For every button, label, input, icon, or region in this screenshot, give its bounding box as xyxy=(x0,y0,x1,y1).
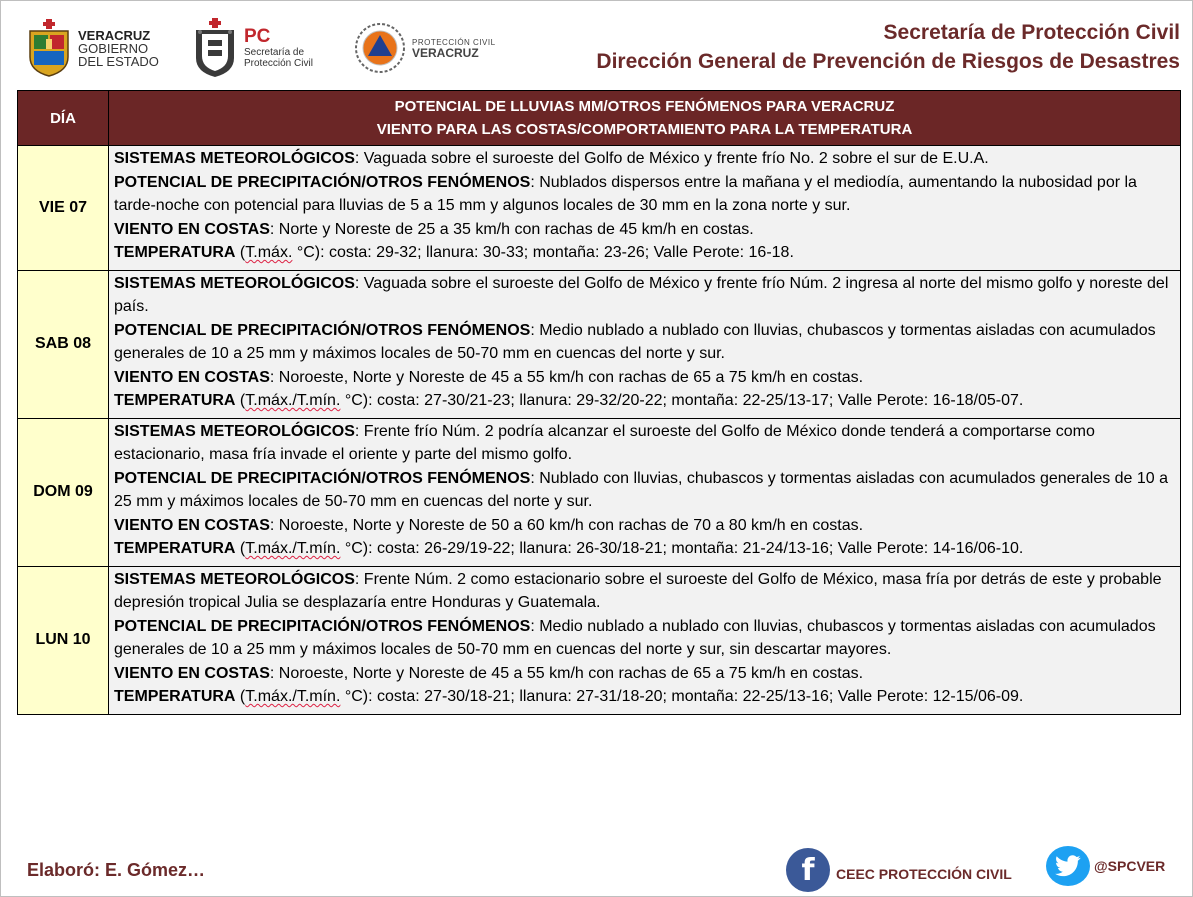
temp-unit: T.máx./T.mín. xyxy=(245,540,341,557)
temp-open: ( xyxy=(235,244,246,261)
veracruz-shield-icon xyxy=(26,19,72,77)
twitter-link[interactable] xyxy=(1046,846,1165,886)
logo-pc-line2: Protección Civil xyxy=(244,58,313,69)
table-row xyxy=(18,566,1181,714)
precip-text: : Medio nublado a nublado con lluvias, chubascos y tormentas aisladas con acumulados generales de 10 a 25 mm y máximos locales de 50-70 mm en cuencas del norte y sur, sin descartar mayores. xyxy=(114,617,1156,658)
wind-text: : Noroeste, Norte y Noreste de 50 a 60 km/h con rachas de 70 a 80 km/h en costas. xyxy=(269,516,864,534)
systems-text: : Vaguada sobre el suroeste del Golfo de México y frente frío No. 2 sobre el sur de E.U.A. xyxy=(354,150,989,167)
col-header-day: DÍA xyxy=(18,91,109,146)
temp-label: TEMPERATURA xyxy=(114,244,236,261)
pc-shield-icon xyxy=(192,18,238,78)
logo-pc xyxy=(192,16,313,80)
facebook-link[interactable] xyxy=(786,848,1012,892)
forecast-cell xyxy=(109,270,1181,418)
day-cell: SAB 08 xyxy=(18,270,109,418)
temp-label: TEMPERATURA xyxy=(114,688,236,705)
systems-text: : Frente Núm. 2 como estacionario sobre el suroeste del Golfo de México, masa fría por detrás de este y probable depresión tropical Julia se desplazaría entre Honduras y Guatemala. xyxy=(114,570,1162,611)
civil-protection-emblem-icon xyxy=(354,22,406,74)
temp-open: ( xyxy=(235,540,246,557)
temp-label: TEMPERATURA xyxy=(114,540,236,557)
temp-open: ( xyxy=(235,688,246,705)
systems-label: SISTEMAS METEOROLÓGICOS xyxy=(114,274,355,292)
table-row xyxy=(18,418,1181,566)
facebook-icon[interactable]: f xyxy=(786,848,830,892)
wind-label: VIENTO EN COSTAS xyxy=(114,664,270,682)
temp-text: °C): costa: 27-30/18-21; llanura: 27-31/18-20; montaña: 22-25/13-16; Valle Perote: 12-15/06-09. xyxy=(340,688,1024,705)
systems-label: SISTEMAS METEOROLÓGICOS xyxy=(114,422,355,440)
logo-veracruz-line1: VERACRUZ xyxy=(78,27,151,43)
facebook-label[interactable]: CEEC PROTECCIÓN CIVIL xyxy=(836,866,1012,882)
forecast-cell xyxy=(109,418,1181,566)
table-row xyxy=(18,270,1181,418)
temp-text: °C): costa: 27-30/21-23; llanura: 29-32/20-22; montaña: 22-25/13-17; Valle Perote: 16-18/05-07. xyxy=(340,392,1024,409)
logo-pc-line1: Secretaría de xyxy=(244,47,305,58)
day-cell: VIE 07 xyxy=(18,146,109,271)
logo-veracruz-line2: GOBIERNO xyxy=(78,40,149,56)
table-header-row xyxy=(18,91,1181,146)
header-titles xyxy=(596,20,1180,76)
wind-text: : Noroeste, Norte y Noreste de 45 a 55 km/h con rachas de 65 a 75 km/h en costas. xyxy=(269,664,864,682)
temp-open: ( xyxy=(235,392,246,409)
precip-label: POTENCIAL DE PRECIPITACIÓN/OTROS FENÓMENOS xyxy=(114,173,531,191)
temp-text: °C): costa: 29-32; llanura: 30-33; montaña: 23-26; Valle Perote: 16-18. xyxy=(292,244,794,261)
logo-pc-abbr: PC xyxy=(244,26,271,47)
systems-text: : Frente frío Núm. 2 podría alcanzar el suroeste del Golfo de México donde tenderá a comportarse como estacionario, masa fría invade el oriente y parte del mismo golfo. xyxy=(114,422,1095,463)
systems-label: SISTEMAS METEOROLÓGICOS xyxy=(114,150,355,167)
wind-label: VIENTO EN COSTAS xyxy=(114,516,270,534)
day-cell: DOM 09 xyxy=(18,418,109,566)
precip-text: : Medio nublado a nublado con lluvias, chubascos y tormentas aisladas con acumulados generales de 10 a 25 mm y máximos locales de 50-70 mm en cuencas del norte y sur. xyxy=(114,321,1156,362)
temp-unit: T.máx./T.mín. xyxy=(245,688,341,705)
page-subtitle: Dirección General de Prevención de Riesgos de Desastres xyxy=(596,50,1180,73)
col-header-line1: POTENCIAL DE LLUVIAS MM/OTROS FENÓMENOS PARA VERACRUZ xyxy=(394,98,895,115)
precip-label: POTENCIAL DE PRECIPITACIÓN/OTROS FENÓMENOS xyxy=(114,469,531,487)
precip-label: POTENCIAL DE PRECIPITACIÓN/OTROS FENÓMENOS xyxy=(114,617,531,635)
logo-veracruz xyxy=(26,16,159,80)
temp-text: °C): costa: 26-29/19-22; llanura: 26-30/18-21; montaña: 21-24/13-16; Valle Perote: 14-16/06-10. xyxy=(340,540,1024,557)
twitter-label[interactable]: @SPCVER xyxy=(1094,858,1166,874)
logo-pc-veracruz xyxy=(354,16,496,80)
wind-label: VIENTO EN COSTAS xyxy=(114,220,270,238)
day-cell: LUN 10 xyxy=(18,566,109,714)
wind-text: : Noroeste, Norte y Noreste de 45 a 55 km/h con rachas de 65 a 75 km/h en costas. xyxy=(269,368,864,386)
logo-pcv-line2: VERACRUZ xyxy=(412,46,479,60)
wind-text: : Norte y Noreste de 25 a 35 km/h con rachas de 45 km/h en costas. xyxy=(269,220,754,238)
temp-unit: T.máx./T.mín. xyxy=(245,392,341,409)
wind-label: VIENTO EN COSTAS xyxy=(114,368,270,386)
page-title: Secretaría de Protección Civil xyxy=(883,21,1180,44)
table-row xyxy=(18,146,1181,271)
systems-text: : Vaguada sobre el suroeste del Golfo de México y frente frío Núm. 2 ingresa al norte del mismo golfo y noreste del país. xyxy=(114,274,1169,315)
twitter-bird-icon xyxy=(1055,855,1081,877)
systems-label: SISTEMAS METEOROLÓGICOS xyxy=(114,570,355,588)
twitter-icon[interactable] xyxy=(1046,846,1090,886)
forecast-cell xyxy=(109,146,1181,271)
forecast-table xyxy=(17,90,1181,715)
header-logos xyxy=(26,16,506,80)
forecast-cell xyxy=(109,566,1181,714)
temp-unit: T.máx. xyxy=(245,244,293,261)
col-header-forecast xyxy=(109,91,1181,146)
temp-label: TEMPERATURA xyxy=(114,392,236,409)
logo-veracruz-line3: DEL ESTADO xyxy=(78,53,159,69)
author-credit: Elaboró: E. Gómez… xyxy=(27,860,206,880)
logo-pcv-line1: PROTECCIÓN CIVIL xyxy=(412,38,496,47)
precip-text: : Nublados dispersos entre la mañana y el mediodía, aumentando la nubosidad por la tarde-noche con potencial para lluvias de 5 a 15 mm y algunos locales de 30 mm en la zona norte y sur. xyxy=(114,173,1137,214)
precip-text: : Nublado con lluvias, chubascos y tormentas aisladas con acumulados generales de 10 a 25 mm y máximos locales de 50-70 mm en cuencas del norte y sur. xyxy=(114,469,1169,510)
col-header-line2: VIENTO PARA LAS COSTAS/COMPORTAMIENTO PARA LA TEMPERATURA xyxy=(376,121,913,138)
precip-label: POTENCIAL DE PRECIPITACIÓN/OTROS FENÓMENOS xyxy=(114,321,531,339)
